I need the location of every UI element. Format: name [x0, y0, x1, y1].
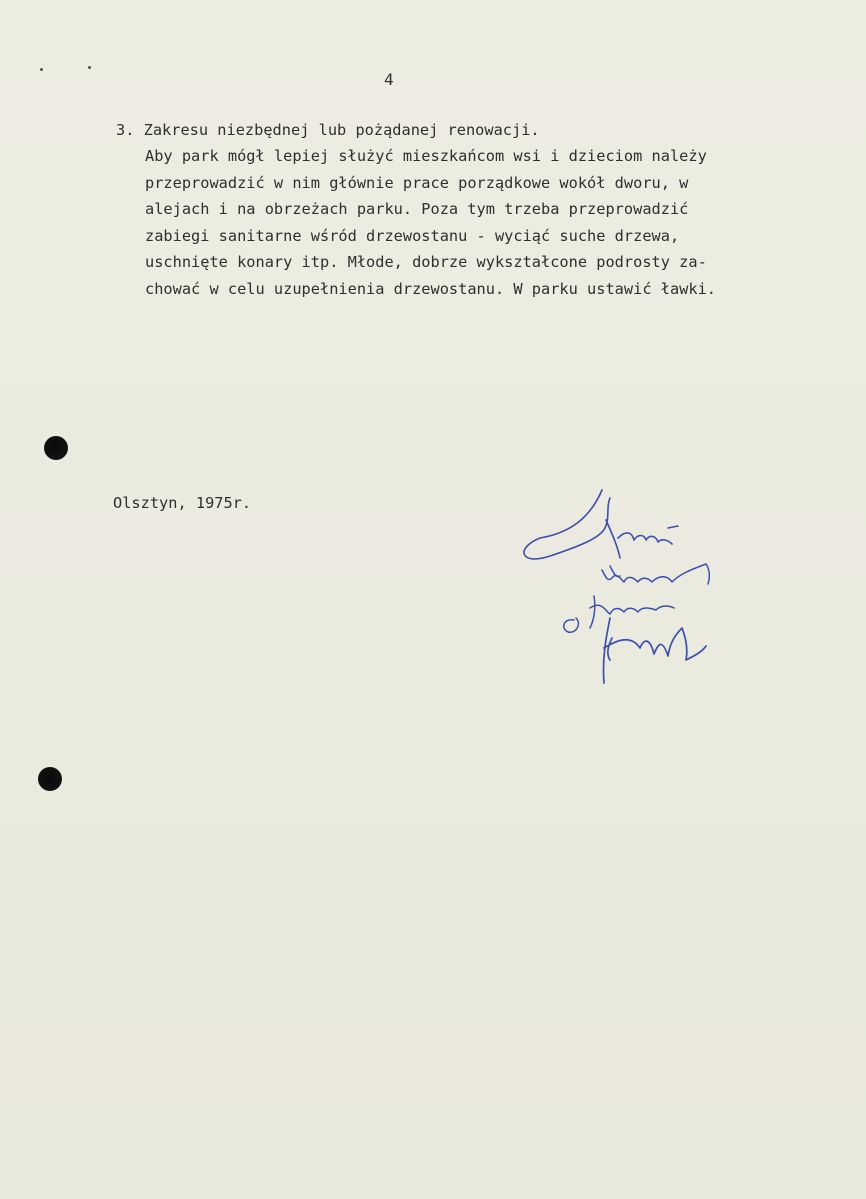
section-heading: 3. Zakresu niezbędnej lub pożądanej renowacji.: [116, 121, 540, 139]
signatures-block: [510, 478, 750, 698]
margin-speck: [88, 66, 91, 69]
section-line: Aby park mógł lepiej służyć mieszkańcom wsi i dzieciom należy: [145, 147, 707, 165]
section-line: alejach i na obrzeżach parku. Poza tym trzeba przeprowadzić: [145, 200, 689, 218]
section-line: chować w celu uzupełnienia drzewostanu. W parku ustawić ławki.: [145, 279, 716, 298]
signature-1: [524, 490, 678, 559]
punch-hole-bottom: [38, 767, 62, 791]
signature-2: [602, 564, 709, 584]
margin-speck: [40, 68, 43, 71]
renovation-section: [116, 117, 836, 302]
page-number: 4: [384, 70, 395, 89]
signature-3: [564, 596, 674, 632]
section-line: przeprowadzić w nim głównie prace porządkowe wokół dworu, w: [145, 173, 689, 192]
place-and-date: Olsztyn, 1975r.: [113, 494, 252, 512]
signature-4: [603, 618, 706, 683]
section-line: zabiegi sanitarne wśród drzewostanu - wyciąć suche drzewa,: [145, 226, 680, 245]
section-line: uschnięte konary itp. Młode, dobrze wykształcone podrosty za-: [145, 253, 707, 271]
punch-hole-top: [44, 436, 68, 460]
